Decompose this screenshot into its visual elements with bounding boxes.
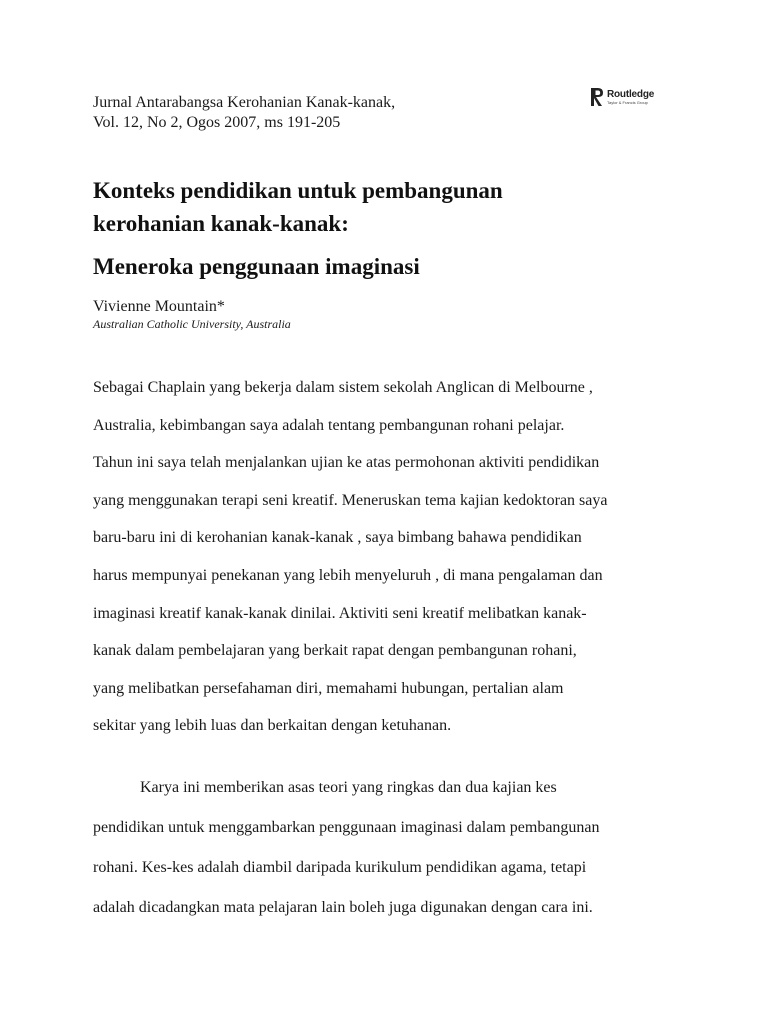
article-title-line-1: Konteks pendidikan untuk pembangunan (93, 178, 503, 203)
publisher-name: Routledge (607, 88, 655, 100)
paragraph-line: baru-baru ini di kerohanian kanak-kanak , saya bimbang bahawa pendidikan (93, 529, 582, 547)
journal-citation (93, 93, 395, 133)
author-affiliation: Australian Catholic University, Australia (93, 317, 291, 331)
publisher-group: Taylor & Francis Group (607, 99, 648, 105)
routledge-logo-icon (590, 87, 604, 107)
paragraph-line: kanak dalam pembelajaran yang berkait rapat dengan pembangunan rohani, (93, 642, 577, 660)
paragraph-line: rohani. Kes-kes adalah diambil daripada kurikulum pendidikan agama, tetapi (93, 859, 587, 876)
paragraph-line: Sebagai Chaplain yang bekerja dalam sistem sekolah Anglican di Melbourne , (93, 379, 593, 396)
paragraph-line: Karya ini memberikan asas teori yang ringkas dan dua kajian kes (140, 779, 557, 796)
paragraph-line: imaginasi kreatif kanak-kanak dinilai. Aktiviti seni kreatif melibatkan kanak- (93, 604, 587, 622)
article-title-line-2: kerohanian kanak-kanak: (93, 211, 349, 236)
article-title (93, 174, 503, 240)
paragraph-line: Tahun ini saya telah menjalankan ujian ke atas permohonan aktiviti pendidikan (93, 454, 600, 472)
journal-name: Jurnal Antarabangsa Kerohanian Kanak-kanak, (93, 94, 396, 111)
publisher-logo (590, 86, 680, 108)
paragraph-line: adalah dicadangkan mata pelajaran lain boleh juga digunakan dengan cara ini. (93, 899, 593, 916)
paragraph-line: Australia, kebimbangan saya adalah tentang pembangunan rohani pelajar. (93, 416, 565, 434)
paragraph-line: sekitar yang lebih luas dan berkaitan dengan ketuhanan. (93, 717, 452, 735)
paragraph-line: harus mempunyai penekanan yang lebih menyeluruh , di mana pengalaman dan (93, 567, 603, 584)
article-subtitle: Meneroka penggunaan imaginasi (93, 254, 420, 279)
paragraph-line: pendidikan untuk menggambarkan penggunaan imaginasi dalam pembangunan (93, 819, 600, 836)
journal-volume-info: Vol. 12, No 2, Ogos 2007, ms 191-205 (93, 114, 341, 131)
paragraph-line: yang melibatkan persefahaman diri, memahami hubungan, pertalian alam (93, 679, 564, 697)
author-name: Vivienne Mountain* (93, 298, 225, 315)
paragraph-line: yang menggunakan terapi seni kreatif. Meneruskan tema kajian kedoktoran saya (93, 491, 608, 509)
